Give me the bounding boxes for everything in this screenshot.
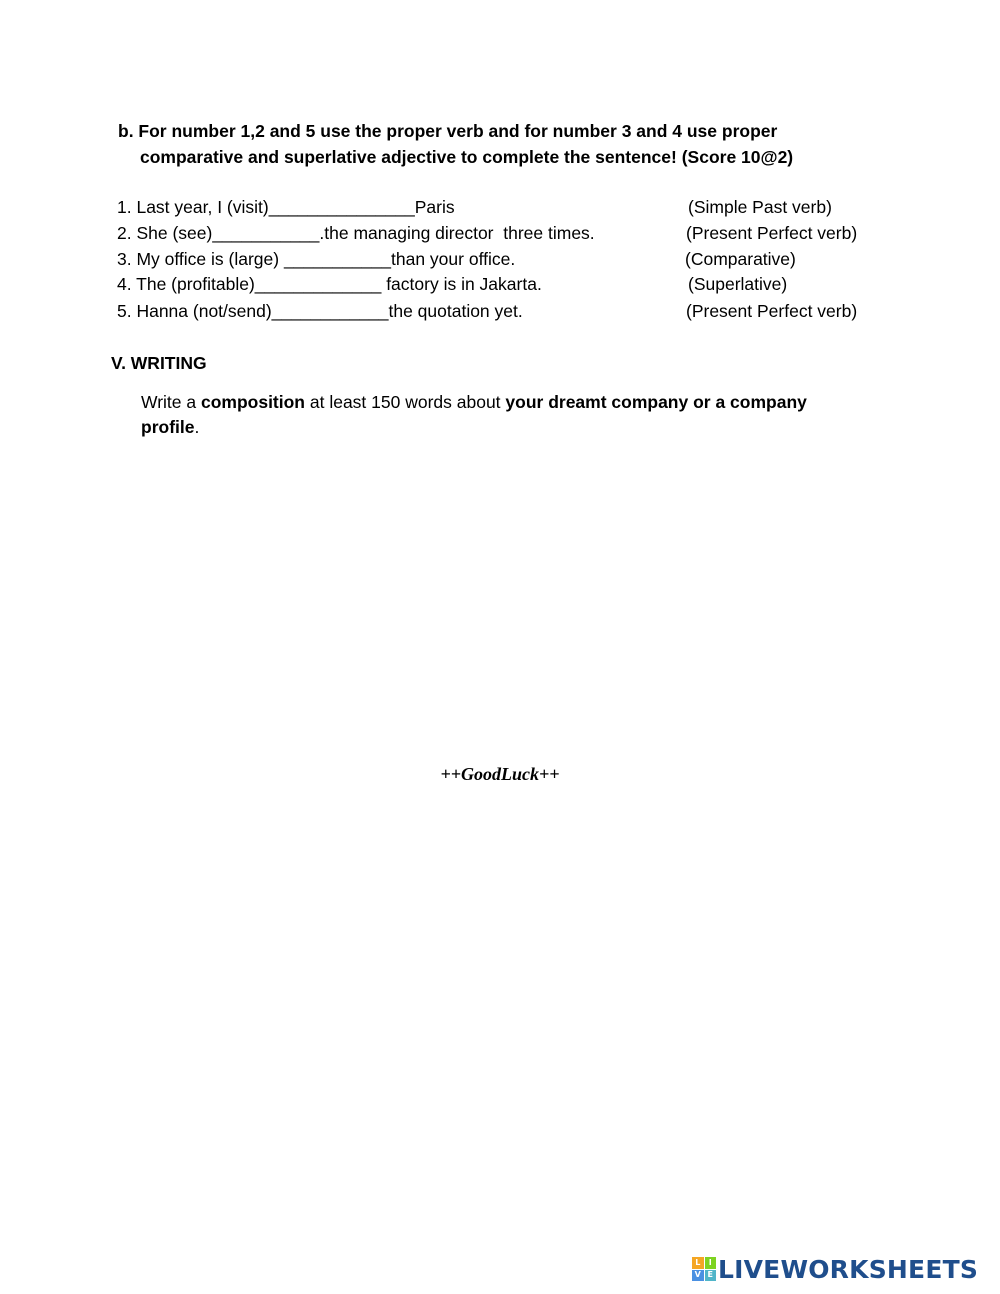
writing-prompt: [141, 390, 841, 440]
writing-suffix: .: [194, 417, 200, 437]
brand-logo-letter-v: V: [692, 1270, 704, 1282]
brand-logo-letter-e: E: [705, 1270, 717, 1282]
exercise-item-1: 1. Last year, I (visit)_______________Paris: [117, 197, 455, 217]
exercise-hint-4: (Superlative): [688, 274, 788, 294]
exercise-item-4: 4. The (profitable)_____________ factory is in Jakarta.: [117, 274, 542, 294]
brand-logo-icon: [692, 1257, 716, 1281]
writing-middle: at least 150 words about: [305, 392, 506, 412]
exercise-hint-3: (Comparative): [685, 249, 796, 269]
instructions-line-1: b. For number 1,2 and 5 use the proper verb and for number 3 and 4 use proper: [118, 121, 778, 141]
brand-footer: [692, 1254, 978, 1284]
exercise-item-2: 2. She (see)___________.the managing director three times.: [117, 223, 595, 243]
exercise-hint-2: (Present Perfect verb): [686, 223, 858, 243]
exercise-item-5: 5. Hanna (not/send)____________the quotation yet.: [117, 301, 523, 321]
instructions-line-2: comparative and superlative adjective to complete the sentence! (Score 10@2): [140, 147, 794, 167]
closing-goodluck: ++GoodLuck++: [440, 764, 560, 784]
instructions: [118, 118, 918, 170]
writing-prefix: Write a: [141, 392, 201, 412]
brand-name: LIVEWORKSHEETS: [718, 1254, 979, 1284]
exercise-hint-1: (Simple Past verb): [688, 197, 832, 217]
exercise-item-3: 3. My office is (large) ___________than your office.: [117, 249, 516, 269]
section-title-writing: V. WRITING: [111, 353, 207, 373]
writing-bold-topic: your dreamt company or a company profile: [141, 392, 807, 437]
writing-bold-composition: composition: [200, 392, 305, 412]
brand-logo-letter-i: I: [705, 1257, 717, 1269]
brand-logo-letter-l: L: [692, 1257, 704, 1269]
exercise-hint-5: (Present Perfect verb): [686, 301, 858, 321]
